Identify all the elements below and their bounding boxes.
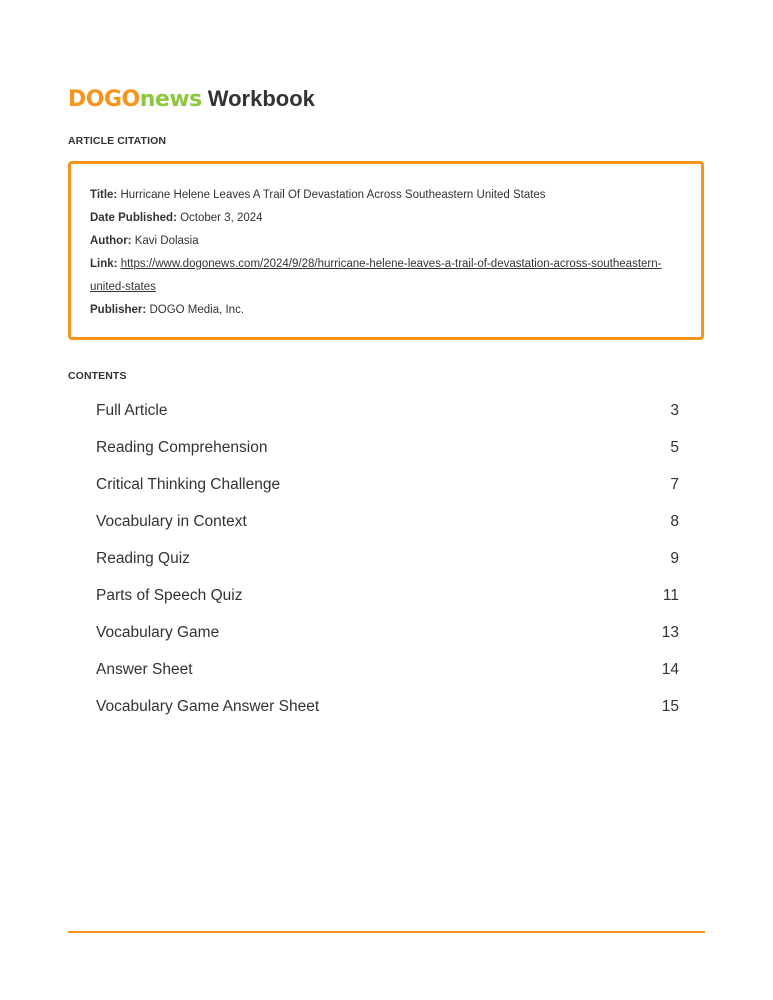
toc-item[interactable] (96, 466, 679, 503)
citation-publisher-row (90, 299, 682, 322)
toc-item-page: 15 (661, 698, 679, 715)
citation-title-value: Hurricane Helene Leaves A Trail Of Devastation Across Southeastern United States (120, 189, 546, 201)
toc-item-page: 8 (670, 513, 679, 530)
table-of-contents (96, 392, 679, 725)
citation-date-row (90, 207, 682, 230)
citation-author-key: Author: (90, 235, 132, 247)
toc-item-title: Full Article (96, 402, 168, 419)
citation-publisher-value: DOGO Media, Inc. (149, 304, 245, 316)
citation-date-key: Date Published: (90, 212, 177, 224)
citation-link-line2[interactable]: united-states (90, 281, 156, 293)
toc-item-page: 3 (670, 402, 679, 419)
citation-link-continued-row (90, 276, 682, 299)
toc-item[interactable] (96, 614, 679, 651)
toc-item[interactable] (96, 540, 679, 577)
toc-item-title: Critical Thinking Challenge (96, 476, 281, 493)
citation-publisher-key: Publisher: (90, 304, 147, 316)
citation-box (68, 161, 704, 340)
page-title: Workbook (207, 86, 315, 111)
news-logo: news (139, 87, 202, 112)
citation-title-row (90, 184, 682, 207)
article-citation-label: ARTICLE CITATION (68, 135, 167, 147)
toc-item-title: Vocabulary Game Answer Sheet (96, 698, 320, 715)
toc-item-title: Reading Quiz (96, 550, 190, 567)
footer-divider (68, 931, 705, 933)
toc-item-page: 7 (670, 476, 679, 493)
citation-author-row (90, 230, 682, 253)
toc-item-title: Reading Comprehension (96, 439, 268, 456)
toc-item[interactable] (96, 577, 679, 614)
toc-item[interactable] (96, 651, 679, 688)
workbook-header (68, 86, 315, 112)
toc-item[interactable] (96, 429, 679, 466)
toc-item[interactable] (96, 392, 679, 429)
toc-item[interactable] (96, 688, 679, 725)
contents-label: CONTENTS (68, 370, 127, 382)
toc-item-page: 9 (670, 550, 679, 567)
toc-item-title: Parts of Speech Quiz (96, 587, 243, 604)
toc-item-page: 11 (662, 587, 679, 604)
citation-link-row (90, 253, 682, 276)
citation-link-line1[interactable]: https://www.dogonews.com/2024/9/28/hurricane-helene-leaves-a-trail-of-devastation-across-southeastern- (120, 258, 662, 270)
toc-item-title: Vocabulary Game (96, 624, 220, 641)
toc-item-title: Answer Sheet (96, 661, 193, 678)
toc-item-title: Vocabulary in Context (96, 513, 247, 530)
toc-item-page: 5 (670, 439, 679, 456)
citation-link-key: Link: (90, 258, 118, 270)
toc-item[interactable] (96, 503, 679, 540)
citation-date-value: October 3, 2024 (180, 212, 263, 224)
toc-item-page: 14 (661, 661, 679, 678)
citation-author-value: Kavi Dolasia (134, 235, 199, 247)
toc-item-page: 13 (661, 624, 679, 641)
dogo-logo: DOGO (68, 87, 140, 112)
citation-title-key: Title: (90, 189, 118, 201)
